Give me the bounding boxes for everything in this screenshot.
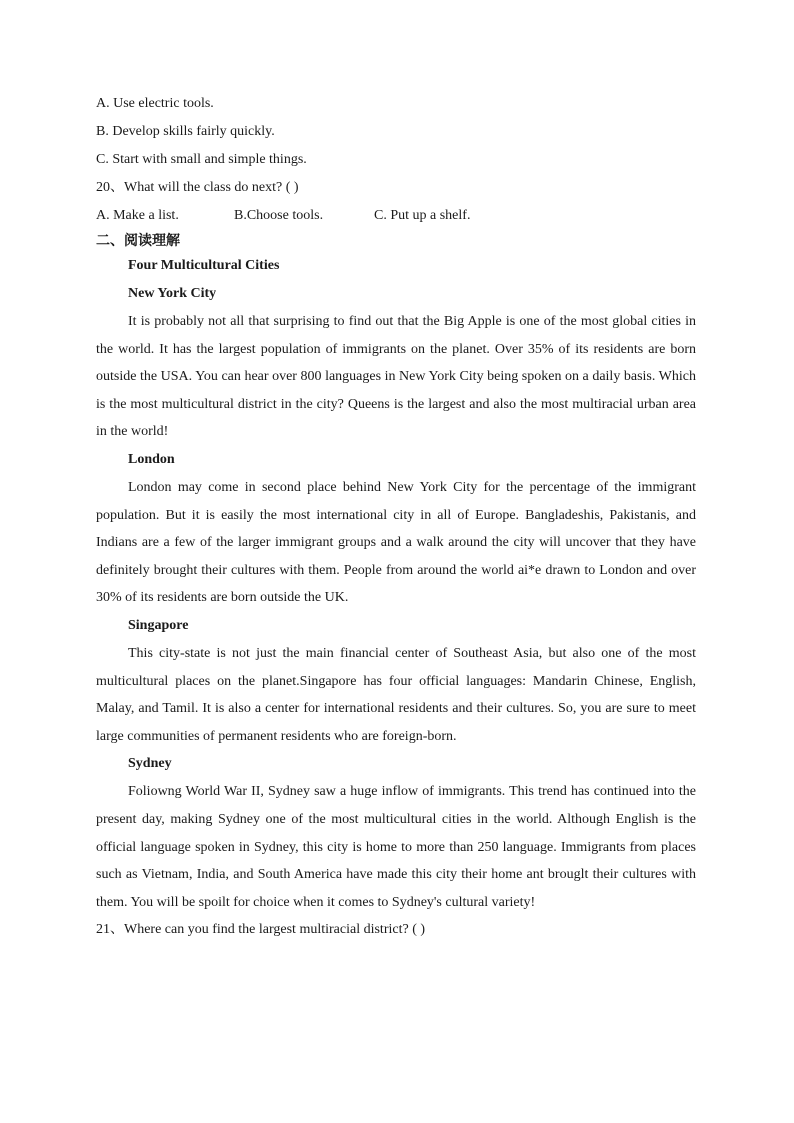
q20-option-a: A. Make a list. [96, 208, 179, 223]
section-text-new-york: It is probably not all that surprising to find out that the Big Apple is one of the most global cities in the world. It has the largest population of immigrants on the planet. Over 35% of its residents are born outside the USA. You can hear over 800 languages in New York City being spoken on a daily basis. Which is the most multicultural district in the city? Queens is the largest and also the most multiracial urban area in the world! [96, 314, 696, 440]
section-heading: 二、阅读理解 [96, 233, 180, 249]
q19-option-a: A. Use electric tools. [96, 96, 214, 111]
section-heading-new-york: New York City [128, 286, 217, 301]
section-text-singapore: This city-state is not just the main financial center of Southeast Asia, but also one of the most multicultural places on the planet.Singapore has four official languages: Mandarin Chinese, English, Malay, and Tamil. It is also a center for international residents and their cultures. So, you are sure to meet large communities of permanent residents who are foreign-born. [96, 645, 696, 744]
article-title: Four Multicultural Cities [128, 258, 280, 273]
section-text-sydney: Foliowng World War II, Sydney saw a huge inflow of immigrants. This trend has continued into the present day, making Sydney one of the most multicultural cities in the world. Although English is the official language spoken in Sydney, this city is home to more than 250 language. Immigrants from places such as Vietnam, India, and South America have made this city their home ant brouglt their cultures with them. You will be spoilt for choice when it comes to Sydney's cultural variety! [96, 784, 696, 910]
q20-options [96, 202, 696, 230]
q20-option-c: C. Put up a shelf. [374, 208, 471, 223]
section-heading-singapore: Singapore [128, 617, 189, 633]
q20-option-b: B.Choose tools. [234, 208, 324, 223]
q19-option-c: C. Start with small and simple things. [96, 152, 307, 167]
section-heading-london: London [128, 451, 175, 467]
section-heading-sydney: Sydney [128, 756, 172, 772]
section-text-london: London may come in second place behind New York City for the percentage of the immigrant population. But it is easily the most international city in all of Europe. Bangladeshis, Pakistanis, and Indians are a few of the larger immigrant groups and a walk around the city will uncover that they have definitely brought their cultures with them. People from around the world ai*e drawn to London and over 30% of its residents are born outside the UK. [96, 479, 696, 606]
q20-question: 20、What will the class do next? ( ) [96, 180, 299, 195]
q19-option-b: B. Develop skills fairly quickly. [96, 124, 275, 139]
q21-question: 21、Where can you find the largest multiracial district? ( ) [96, 922, 426, 938]
document-page [96, 90, 696, 944]
